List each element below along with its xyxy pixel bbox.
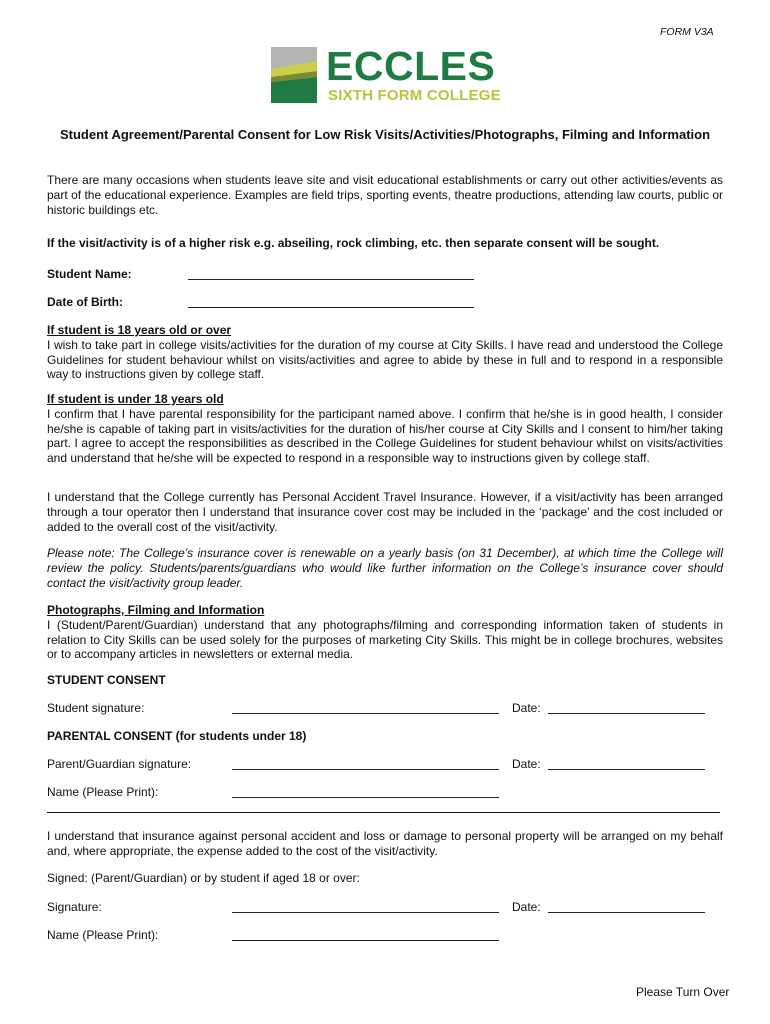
- photos-heading: Photographs, Filming and Information: [47, 603, 265, 617]
- parent-name-label: Name (Please Print):: [47, 785, 159, 799]
- final-date-label: Date:: [512, 900, 541, 914]
- parent-signature-label: Parent/Guardian signature:: [47, 757, 192, 771]
- form-code: FORM V3A: [660, 26, 714, 38]
- photos-text: I (Student/Parent/Guardian) understand that any photographs/filming and corresponding information taken of students in relation to City Skills can be used solely for the purposes of marketing City Skills. This might be in college brochures, websites or to accompany articles in newsletters or external media.: [47, 617, 723, 662]
- under18-section: [47, 392, 723, 466]
- higher-risk-note: If the visit/activity is of a higher risk e.g. abseiling, rock climbing, etc. then separate consent will be sought.: [47, 236, 660, 250]
- parent-name-line[interactable]: [232, 797, 499, 798]
- final-date-line[interactable]: [548, 912, 705, 913]
- parent-signature-line[interactable]: [232, 769, 499, 770]
- parent-date-label: Date:: [512, 757, 541, 771]
- signed-by-label: Signed: (Parent/Guardian) or by student if aged 18 or over:: [47, 871, 360, 885]
- logo-mark-icon: [271, 47, 317, 103]
- final-signature-label: Signature:: [47, 900, 102, 914]
- final-name-label: Name (Please Print):: [47, 928, 159, 942]
- section-divider: [47, 812, 720, 813]
- under18-text: I confirm that I have parental responsibility for the participant named above. I confirm that he/she is in good health, I consider he/she is capable of taking part in visits/activities for the duration of his/her course at City Skills and I consent to him/her taking part. I agree to accept the responsibilities as described in the College Guidelines for student behaviour whilst on visits/activities and understand that he/she will be expected to respond in a responsible way to instructions given by college staff.: [47, 406, 723, 466]
- parent-date-line[interactable]: [548, 769, 705, 770]
- final-name-line[interactable]: [232, 940, 499, 941]
- student-name-label: Student Name:: [47, 267, 132, 281]
- insurance-paragraph: I understand that the College currently has Personal Accident Travel Insurance. However, if a visit/activity has been arranged through a tour operator then I understand that insurance cover cost may be included in the ‘package’ and the cost included or added to the overall cost of the visit/activity.: [47, 490, 723, 534]
- student-date-line[interactable]: [548, 713, 705, 714]
- student-signature-label: Student signature:: [47, 701, 145, 715]
- damage-paragraph: I understand that insurance against personal accident and loss or damage to personal property will be arranged on my behalf and, where appropriate, the expense added to the cost of the visit/activity.: [47, 829, 723, 858]
- intro-paragraph: There are many occasions when students leave site and visit educational establishments or carry out other activities/events as part of the educational experience. Examples are field trips, sporting events, theatre productions, attending law courts, public or historic buildings etc.: [47, 173, 723, 217]
- dob-line[interactable]: [188, 307, 474, 308]
- please-turn-over: Please Turn Over: [636, 985, 730, 999]
- student-name-line[interactable]: [188, 279, 474, 280]
- over18-text: I wish to take part in college visits/activities for the duration of my course at City Skills. I have read and understood the College Guidelines for student behaviour whilst on visits/activities and agree to abide by these in full and to respond in a responsible way to instructions given by college staff.: [47, 337, 723, 382]
- logo-subtitle: SIXTH FORM COLLEGE: [328, 87, 501, 104]
- page-title: Student Agreement/Parental Consent for Low Risk Visits/Activities/Photographs, Filming and Information: [59, 127, 711, 142]
- under18-heading: If student is under 18 years old: [47, 392, 224, 406]
- student-signature-line[interactable]: [232, 713, 499, 714]
- over18-heading: If student is 18 years old or over: [47, 323, 232, 337]
- over18-section: [47, 323, 723, 382]
- student-date-label: Date:: [512, 701, 541, 715]
- college-logo: [271, 43, 511, 105]
- student-consent-heading: STUDENT CONSENT: [47, 673, 166, 687]
- parental-consent-heading: PARENTAL CONSENT (for students under 18): [47, 729, 307, 743]
- final-signature-line[interactable]: [232, 912, 499, 913]
- dob-label: Date of Birth:: [47, 295, 123, 309]
- photos-section: [47, 603, 723, 662]
- logo-title: ECCLES: [326, 43, 496, 89]
- please-note: Please note: The College’s insurance cover is renewable on a yearly basis (on 31 December), at which time the College will review the policy. Students/parents/guardians who would like further information on the College’s insurance cover should contact the visit/activity group leader.: [47, 546, 723, 590]
